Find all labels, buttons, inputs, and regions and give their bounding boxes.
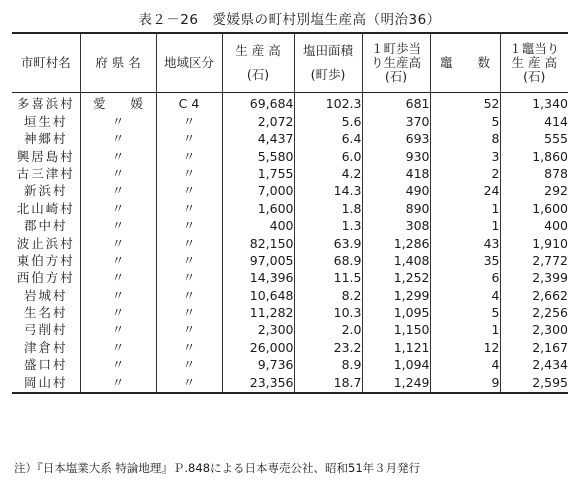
prefecture-cell: 〃 [80,200,156,217]
production-cell: 1,755 [222,166,294,183]
municipality-cell: 生名村 [23,305,68,321]
region-cell: 〃 [156,339,222,356]
header-per-chobu-l1: １町歩当 [370,41,421,56]
municipality-cell: 北山崎村 [16,200,75,216]
table-row [12,339,568,356]
region-cell: 〃 [156,218,222,235]
production-cell: 9,736 [222,357,294,374]
table-row [12,183,568,200]
per-kama-cell: 2,256 [500,305,568,322]
saltfield-area-cell: 68.9 [294,253,362,270]
municipality-cell: 岡山村 [12,374,80,392]
salt-production-table [12,32,568,394]
municipality-cell: 神郷村 [23,131,68,147]
saltfield-area-cell: 8.2 [294,287,362,304]
prefecture-cell: 〃 [80,339,156,356]
header-prefecture: 府 県 名 [80,33,156,93]
header-saltfield-area [294,33,362,93]
production-cell: 11,282 [222,305,294,322]
region-cell: 〃 [156,305,222,322]
production-cell: 10,648 [222,287,294,304]
prefecture-cell: 愛 媛 [80,93,156,114]
saltfield-area-cell: 6.0 [294,148,362,165]
region-cell: 〃 [156,183,222,200]
region-cell: 〃 [156,166,222,183]
per-kama-cell: 2,595 [500,374,568,392]
region-cell: 〃 [156,287,222,304]
table-row [12,322,568,339]
municipality-cell: 津倉村 [23,339,68,355]
municipality-cell: 郡中村 [23,218,68,234]
prefecture-cell: 〃 [80,287,156,304]
per-chobu-cell: 1,094 [362,357,430,374]
table-row [12,305,568,322]
production-cell: 26,000 [222,339,294,356]
table-row [12,93,568,114]
per-chobu-cell: 1,095 [362,305,430,322]
production-cell: 23,356 [222,374,294,392]
saltfield-area-cell: 5.6 [294,113,362,130]
per-chobu-cell: 370 [362,113,430,130]
saltfield-area-cell: 102.3 [294,93,362,114]
header-row [12,33,568,93]
kama-count-cell: 3 [430,148,500,165]
kama-count-cell: 6 [430,270,500,287]
kama-count-cell: 1 [430,200,500,217]
per-kama-cell: 555 [500,131,568,148]
kama-count-cell: 52 [430,93,500,114]
region-cell: 〃 [156,357,222,374]
prefecture-cell: 〃 [80,218,156,235]
kama-count-cell: 8 [430,131,500,148]
per-kama-cell: 878 [500,166,568,183]
kama-count-cell: 9 [430,374,500,392]
municipality-cell: 古三津村 [16,165,75,181]
municipality-cell: 多喜浜村 [16,96,75,112]
municipality-cell: 東伯方村 [16,252,75,268]
kama-count-cell: 2 [430,166,500,183]
saltfield-area-cell: 63.9 [294,235,362,252]
prefecture-cell: 〃 [80,305,156,322]
per-kama-cell: 1,910 [500,235,568,252]
municipality-cell: 盛口村 [23,357,68,373]
table-row [12,253,568,270]
production-cell: 7,000 [222,183,294,200]
region-cell: 〃 [156,235,222,252]
per-chobu-cell: 930 [362,148,430,165]
per-chobu-cell: 1,408 [362,253,430,270]
saltfield-area-cell: 23.2 [294,339,362,356]
table-row [12,200,568,217]
prefecture-cell: 〃 [80,357,156,374]
saltfield-area-cell: 1.8 [294,200,362,217]
production-cell: 400 [222,218,294,235]
table-row [12,270,568,287]
kama-count-cell: 4 [430,287,500,304]
prefecture-cell: 〃 [80,253,156,270]
saltfield-area-cell: 4.2 [294,166,362,183]
per-chobu-cell: 1,121 [362,339,430,356]
per-kama-cell: 292 [500,183,568,200]
per-chobu-cell: 490 [362,183,430,200]
per-kama-cell: 1,340 [500,93,568,114]
saltfield-area-cell: 8.9 [294,357,362,374]
region-cell: 〃 [156,131,222,148]
table-row [12,131,568,148]
production-cell: 14,396 [222,270,294,287]
per-kama-cell: 2,772 [500,253,568,270]
region-cell: C 4 [156,93,222,114]
prefecture-cell: 〃 [80,131,156,148]
kama-count-cell: 35 [430,253,500,270]
header-per-chobu-l3: (石) [384,69,408,84]
saltfield-area-cell: 6.4 [294,131,362,148]
per-chobu-cell: 1,286 [362,235,430,252]
per-kama-cell: 400 [500,218,568,235]
per-kama-cell: 1,860 [500,148,568,165]
municipality-cell: 垣生村 [23,113,68,129]
kama-count-cell: 12 [430,339,500,356]
table-row [12,235,568,252]
per-kama-cell: 414 [500,113,568,130]
per-chobu-cell: 693 [362,131,430,148]
kama-count-cell: 24 [430,183,500,200]
per-chobu-cell: 418 [362,166,430,183]
per-chobu-cell: 1,252 [362,270,430,287]
header-municipality: 市町村名 [12,33,80,93]
region-cell: 〃 [156,113,222,130]
municipality-cell: 弓削村 [23,322,68,338]
per-chobu-cell: 681 [362,93,430,114]
per-chobu-cell: 1,299 [362,287,430,304]
saltfield-area-cell: 2.0 [294,322,362,339]
municipality-cell: 西伯方村 [16,270,75,286]
production-cell: 82,150 [222,235,294,252]
production-cell: 2,300 [222,322,294,339]
prefecture-cell: 〃 [80,148,156,165]
kama-count-cell: 5 [430,305,500,322]
table-row [12,148,568,165]
kama-count-cell: 1 [430,322,500,339]
prefecture-cell: 〃 [80,235,156,252]
header-per-chobu-l2: り生産高 [370,55,421,70]
production-cell: 1,600 [222,200,294,217]
source-note: 注）『日本塩業大系 特論地理』Ｐ.848による日本専売公社、昭和51年３月発行 [14,461,421,475]
region-cell: 〃 [156,200,222,217]
per-chobu-cell: 1,150 [362,322,430,339]
header-region: 地域区分 [156,33,222,93]
per-kama-cell: 2,399 [500,270,568,287]
header-per-kama-l3: (石) [523,69,546,84]
per-kama-cell: 1,600 [500,200,568,217]
municipality-cell: 新浜村 [23,183,68,199]
header-saltfield-label: 塩田面積 [302,43,353,58]
header-production-label: 生 産 高 [235,43,281,58]
prefecture-cell: 〃 [80,166,156,183]
kama-count-cell: 5 [430,113,500,130]
per-chobu-cell: 890 [362,200,430,217]
header-kama-count: 竈 数 [430,33,500,93]
header-production-unit: (石) [246,67,270,82]
production-cell: 5,580 [222,148,294,165]
region-cell: 〃 [156,253,222,270]
table-row [12,287,568,304]
prefecture-cell: 〃 [80,113,156,130]
table-row [12,357,568,374]
table-row [12,374,568,392]
saltfield-area-cell: 11.5 [294,270,362,287]
production-cell: 4,437 [222,131,294,148]
prefecture-cell: 〃 [80,322,156,339]
kama-count-cell: 43 [430,235,500,252]
table-row [12,113,568,130]
saltfield-area-cell: 10.3 [294,305,362,322]
per-kama-cell: 2,662 [500,287,568,304]
saltfield-area-cell: 14.3 [294,183,362,200]
kama-count-cell: 4 [430,357,500,374]
production-cell: 97,005 [222,253,294,270]
production-cell: 2,072 [222,113,294,130]
per-chobu-cell: 1,249 [362,374,430,392]
table-title: 表２－26 愛媛県の町村別塩生産高（明治36） [138,12,441,28]
region-cell: 〃 [156,374,222,392]
per-chobu-cell: 308 [362,218,430,235]
saltfield-area-cell: 1.3 [294,218,362,235]
header-per-kama-l2: 生 産 高 [511,55,557,70]
municipality-cell: 岩城村 [23,287,68,303]
per-kama-cell: 2,167 [500,339,568,356]
prefecture-cell: 〃 [80,183,156,200]
header-per-kama [500,33,568,93]
region-cell: 〃 [156,322,222,339]
table-row [12,218,568,235]
saltfield-area-cell: 18.7 [294,374,362,392]
municipality-cell: 興居島村 [16,148,75,164]
prefecture-cell: 〃 [80,270,156,287]
table-row [12,166,568,183]
per-kama-cell: 2,300 [500,322,568,339]
prefecture-cell: 〃 [80,374,156,392]
table-body [12,93,568,393]
municipality-cell: 波止浜村 [16,235,75,251]
production-cell: 69,684 [222,93,294,114]
region-cell: 〃 [156,148,222,165]
header-per-kama-l1: １竈当り [509,41,560,56]
per-kama-cell: 2,434 [500,357,568,374]
kama-count-cell: 1 [430,218,500,235]
header-production [222,33,294,93]
header-per-chobu [362,33,430,93]
region-cell: 〃 [156,270,222,287]
header-saltfield-unit: (町歩) [310,67,346,82]
